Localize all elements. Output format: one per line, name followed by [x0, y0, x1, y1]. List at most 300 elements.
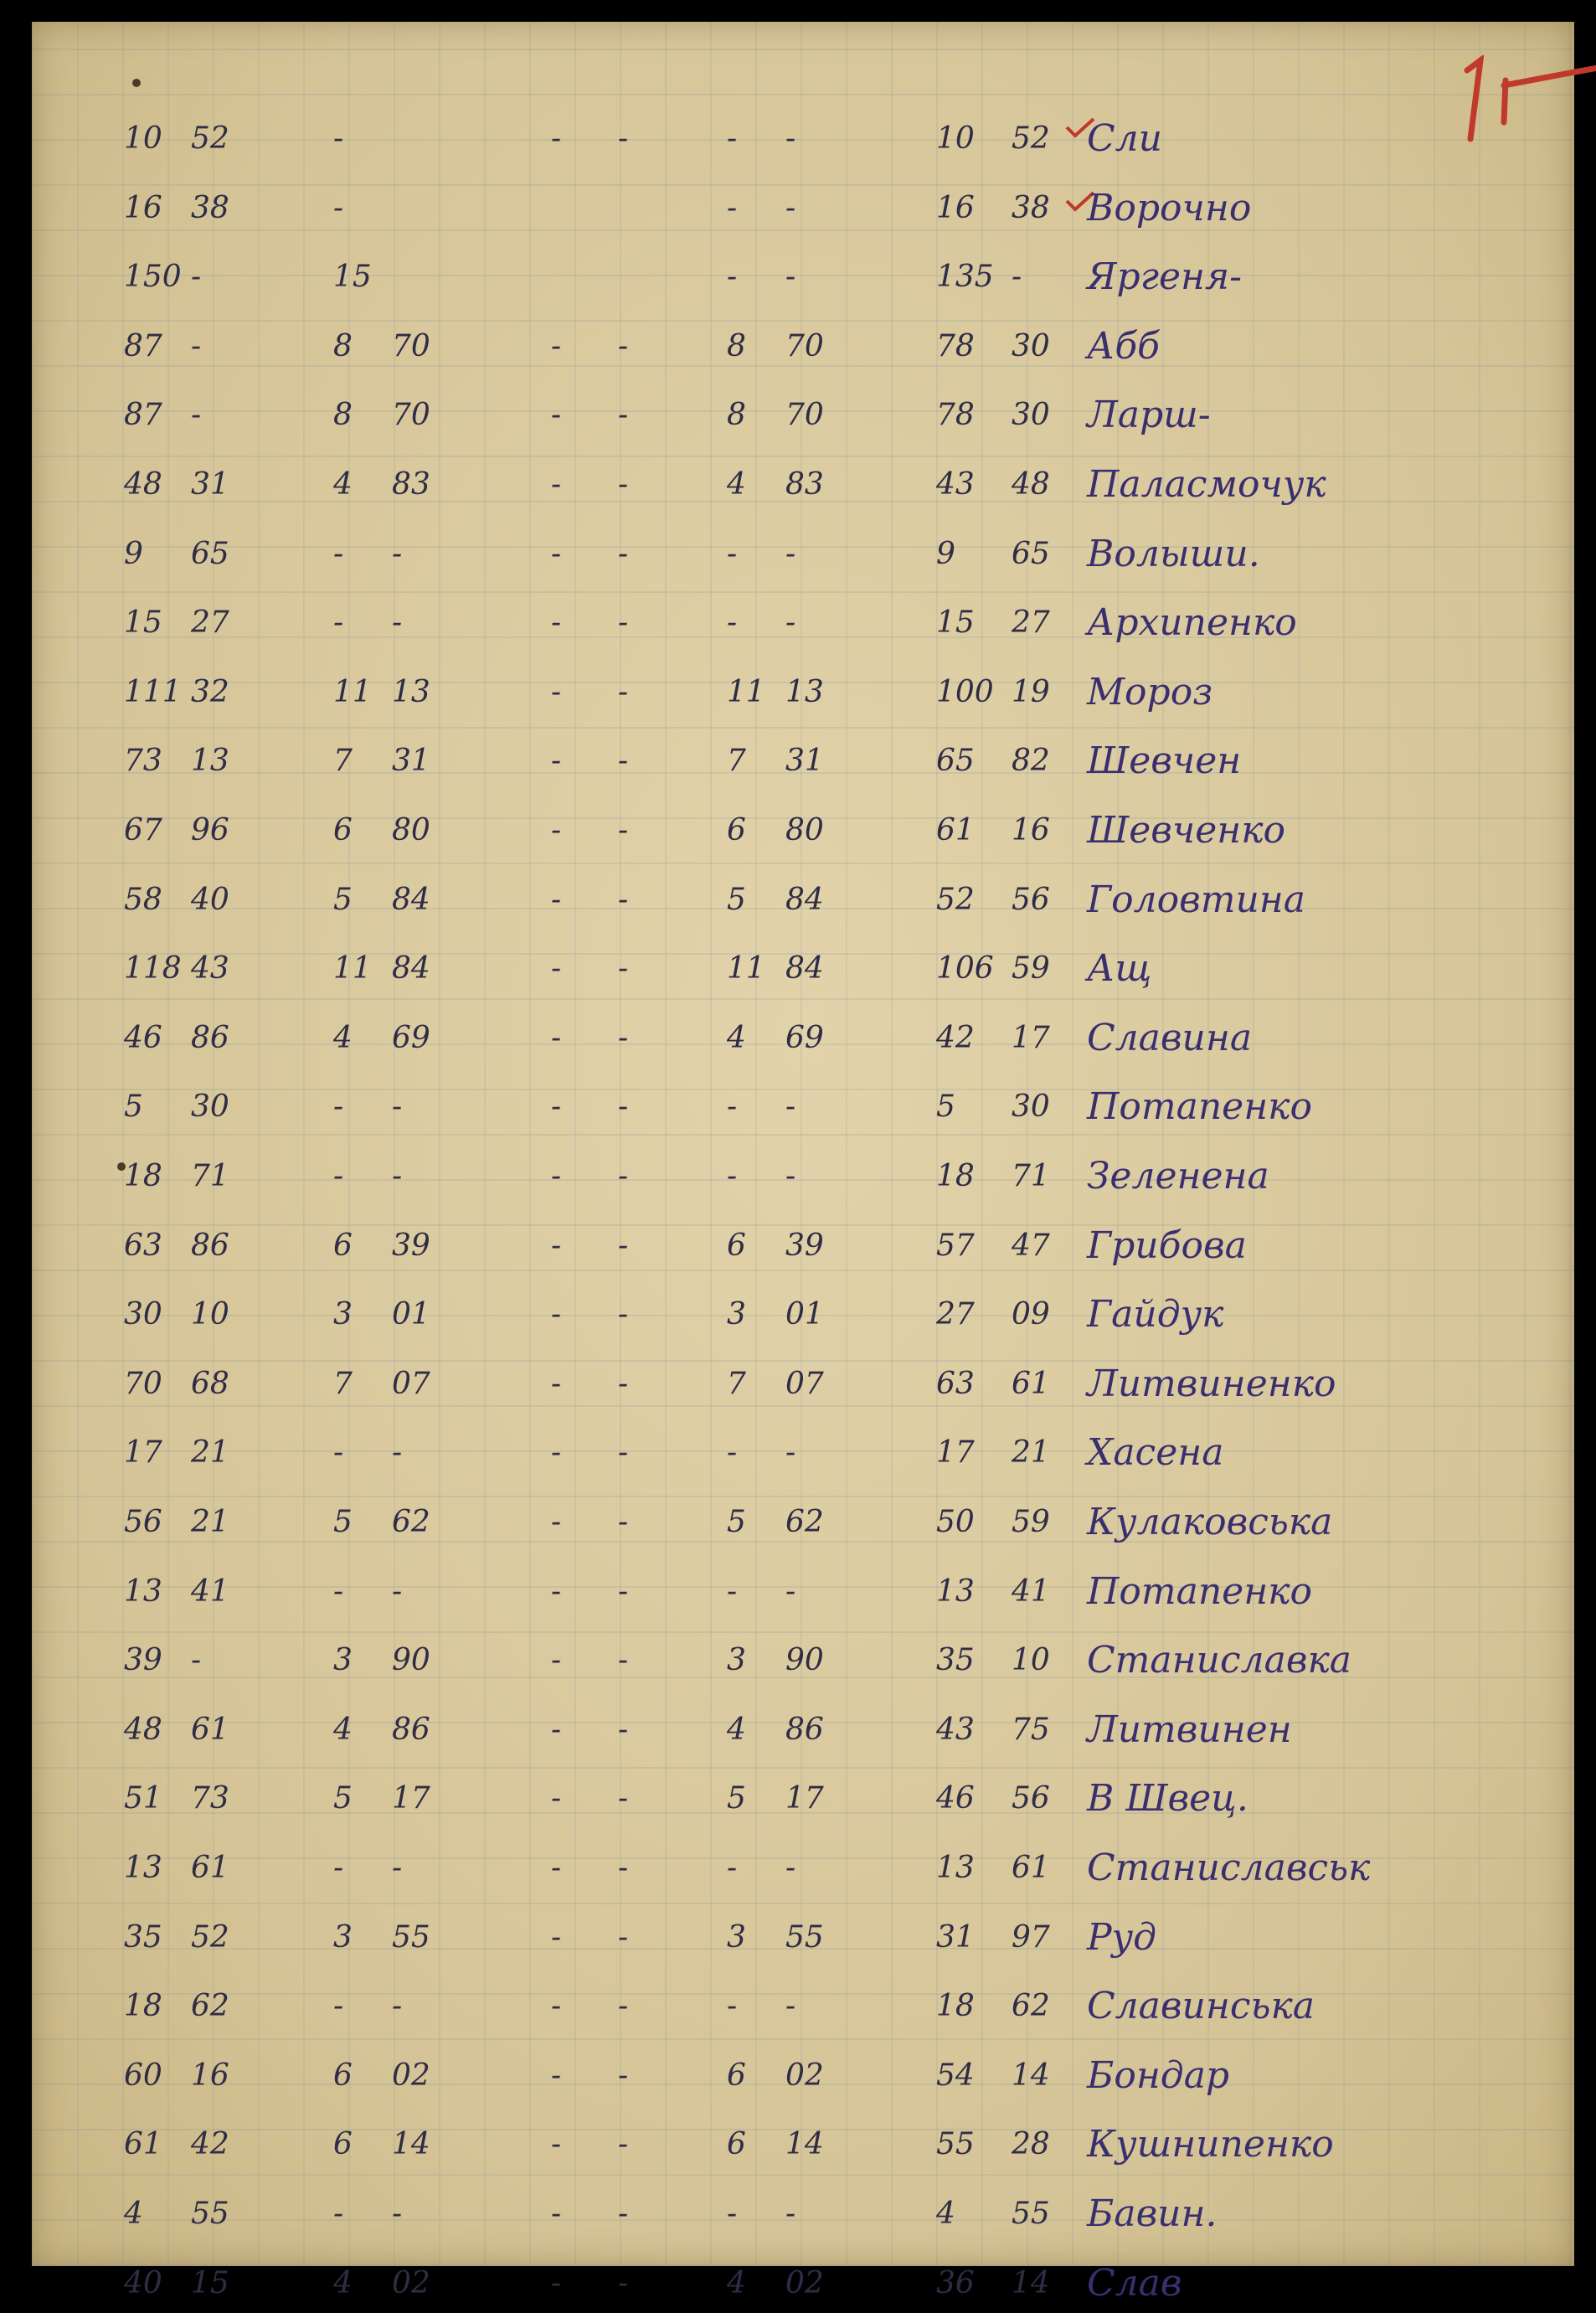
amount-cell: 83 [785, 467, 824, 502]
amount-cell: 39 [785, 1228, 824, 1263]
amount-cell: - [727, 1851, 738, 1885]
signature: Бавин. [1087, 2192, 1218, 2235]
amount-cell: 111 [124, 674, 182, 709]
amount-cell: 42 [936, 1020, 975, 1055]
amount-cell: - [551, 605, 562, 641]
amount-cell: 5 [333, 1781, 353, 1816]
ledger-row [32, 2047, 1574, 2105]
amount-cell: 14 [1012, 2265, 1050, 2300]
signature: Шевченко [1087, 809, 1286, 852]
ledger-row [32, 1701, 1574, 1759]
amount-cell: - [191, 328, 202, 363]
amount-cell: - [727, 1989, 738, 2024]
ledger-row [32, 1770, 1574, 1828]
signature: Кулаковська [1087, 1501, 1333, 1543]
amount-cell: - [618, 121, 629, 156]
amount-cell: - [618, 1297, 629, 1332]
amount-cell: 55 [392, 1919, 430, 1955]
amount-cell: 87 [124, 328, 162, 363]
amount-cell: 18 [936, 1989, 975, 2024]
amount-cell: - [618, 1781, 629, 1816]
amount-cell: - [551, 467, 562, 502]
ledger-row [32, 663, 1574, 722]
ledger-row [32, 1909, 1574, 1967]
amount-cell: 4 [333, 467, 353, 502]
amount-cell: 61 [1012, 1851, 1050, 1885]
amount-cell: - [551, 1090, 562, 1125]
amount-cell: - [551, 398, 562, 433]
amount-cell: 84 [785, 882, 824, 917]
amount-cell: 59 [1012, 951, 1050, 987]
amount-cell: 87 [124, 398, 162, 433]
ledger-row [32, 456, 1574, 514]
amount-cell: - [618, 1435, 629, 1471]
amount-cell: 70 [785, 328, 824, 363]
amount-cell: - [618, 1919, 629, 1955]
ledger-page [32, 22, 1574, 2305]
amount-cell: 118 [124, 951, 182, 987]
amount-cell: 27 [1012, 605, 1050, 641]
amount-cell: - [551, 121, 562, 156]
signature: Бондар [1087, 2053, 1230, 2097]
amount-cell: 52 [936, 882, 975, 917]
amount-cell: 7 [727, 744, 746, 779]
amount-cell: 6 [727, 1228, 746, 1263]
amount-cell: 56 [1012, 882, 1050, 917]
amount-cell: - [551, 882, 562, 917]
amount-cell: - [551, 1159, 562, 1193]
amount-cell: 7 [333, 1366, 353, 1401]
amount-cell: 15 [333, 260, 372, 295]
amount-cell: - [551, 2265, 562, 2300]
amount-cell: 30 [1012, 398, 1050, 433]
amount-cell: 13 [124, 1851, 162, 1885]
amount-cell: - [618, 1712, 629, 1747]
amount-cell: - [618, 2127, 629, 2162]
amount-cell: - [191, 260, 202, 295]
amount-cell: 40 [191, 882, 229, 917]
amount-cell: 14 [1012, 2058, 1050, 2093]
amount-cell: - [618, 1228, 629, 1263]
amount-cell: - [785, 1159, 796, 1193]
amount-cell: 86 [392, 1712, 430, 1747]
amount-cell: - [785, 190, 796, 225]
amount-cell: 54 [936, 2058, 975, 2093]
amount-cell: 90 [392, 1643, 430, 1678]
amount-cell: 86 [785, 1712, 824, 1747]
amount-cell: 62 [191, 1989, 229, 2024]
amount-cell: - [333, 1574, 344, 1609]
amount-cell: - [392, 536, 403, 571]
amount-cell: - [551, 744, 562, 779]
amount-cell: - [392, 1989, 403, 2024]
amount-cell: - [551, 2127, 562, 2162]
amount-cell: 48 [124, 1712, 162, 1747]
amount-cell: - [785, 605, 796, 641]
amount-cell: 4 [333, 1020, 353, 1055]
amount-cell: 18 [936, 1159, 975, 1193]
punch-hole [132, 79, 141, 87]
amount-cell: 43 [936, 1712, 975, 1747]
amount-cell: 13 [936, 1574, 975, 1609]
amount-cell: 73 [191, 1781, 229, 1816]
ledger-row [32, 1147, 1574, 1206]
amount-cell: - [727, 121, 738, 156]
amount-cell: - [551, 1574, 562, 1609]
amount-cell: - [785, 1574, 796, 1609]
amount-cell: - [551, 1781, 562, 1816]
amount-cell: 16 [124, 190, 162, 225]
ledger-row [32, 525, 1574, 584]
amount-cell: 42 [191, 2127, 229, 2162]
ledger-row [32, 2185, 1574, 2243]
amount-cell: 8 [333, 328, 353, 363]
amount-cell: - [333, 121, 344, 156]
amount-cell: - [618, 744, 629, 779]
amount-cell: 48 [1012, 467, 1050, 502]
amount-cell: 4 [727, 1020, 746, 1055]
amount-cell: - [785, 121, 796, 156]
amount-cell: 31 [191, 467, 229, 502]
amount-cell: - [785, 2197, 796, 2231]
amount-cell: - [392, 1851, 403, 1885]
amount-cell: - [618, 1366, 629, 1401]
amount-cell: 55 [1012, 2197, 1050, 2231]
amount-cell: 84 [392, 882, 430, 917]
amount-cell: - [551, 1435, 562, 1471]
amount-cell: 35 [936, 1643, 975, 1678]
ledger-row [32, 1424, 1574, 1482]
amount-cell: 67 [124, 813, 162, 847]
signature: Станиславка [1087, 1639, 1351, 1682]
amount-cell: 31 [936, 1919, 975, 1955]
amount-cell: 86 [191, 1020, 229, 1055]
amount-cell: - [727, 1435, 738, 1471]
amount-cell: 59 [1012, 1505, 1050, 1539]
amount-cell: 10 [124, 121, 162, 156]
amount-cell: 3 [333, 1643, 353, 1678]
ledger-row [32, 732, 1574, 791]
amount-cell: 96 [191, 813, 229, 847]
amount-cell: 5 [727, 1505, 746, 1539]
amount-cell: 5 [727, 882, 746, 917]
amount-cell: 15 [936, 605, 975, 641]
ledger-row [32, 1285, 1574, 1344]
amount-cell: - [727, 260, 738, 295]
amount-cell: 62 [1012, 1989, 1050, 2024]
amount-cell: - [618, 1505, 629, 1539]
amount-cell: 57 [936, 1228, 975, 1263]
amount-cell: 65 [191, 536, 229, 571]
ledger-row [32, 317, 1574, 376]
amount-cell: 71 [1012, 1159, 1050, 1193]
amount-cell: 69 [785, 1020, 824, 1055]
amount-cell: 7 [333, 744, 353, 779]
signature: Зеленена [1087, 1155, 1269, 1198]
amount-cell: 11 [333, 951, 372, 987]
amount-cell: - [785, 1435, 796, 1471]
amount-cell: 13 [936, 1851, 975, 1885]
amount-cell: 30 [124, 1297, 162, 1332]
amount-cell: 84 [785, 951, 824, 987]
amount-cell: 10 [1012, 1643, 1050, 1678]
amount-cell: 16 [936, 190, 975, 225]
amount-cell: - [551, 1919, 562, 1955]
amount-cell: 17 [392, 1781, 430, 1816]
amount-cell: - [618, 2058, 629, 2093]
amount-cell: 27 [936, 1297, 975, 1332]
amount-cell: 17 [785, 1781, 824, 1816]
amount-cell: 65 [1012, 536, 1050, 571]
ledger-row [32, 110, 1574, 168]
amount-cell: 01 [785, 1297, 824, 1332]
amount-cell: 14 [392, 2127, 430, 2162]
amount-cell: 82 [1012, 744, 1050, 779]
ledger-row [32, 1493, 1574, 1552]
amount-cell: 32 [191, 674, 229, 709]
amount-cell: 35 [124, 1919, 162, 1955]
amount-cell: - [551, 813, 562, 847]
amount-cell: 52 [191, 1919, 229, 1955]
signature: Ларш- [1087, 394, 1211, 437]
ledger-row [32, 594, 1574, 652]
amount-cell: - [551, 1989, 562, 2024]
amount-cell: 10 [936, 121, 975, 156]
signature: Руд [1087, 1915, 1157, 1959]
amount-cell: 6 [727, 2058, 746, 2093]
amount-cell: - [551, 536, 562, 571]
amount-cell: 6 [727, 813, 746, 847]
ledger-row [32, 940, 1574, 998]
amount-cell: 4 [333, 1712, 353, 1747]
amount-cell: - [333, 536, 344, 571]
amount-cell: 80 [785, 813, 824, 847]
amount-cell: 9 [936, 536, 955, 571]
amount-cell: - [618, 605, 629, 641]
ledger-row [32, 1977, 1574, 2036]
amount-cell: - [551, 1643, 562, 1678]
signature: Славина [1087, 1016, 1253, 1059]
amount-cell: 51 [124, 1781, 162, 1816]
signature: Головтина [1087, 878, 1306, 921]
amount-cell: - [333, 1851, 344, 1885]
amount-cell: 97 [1012, 1919, 1050, 1955]
amount-cell: 41 [191, 1574, 229, 1609]
ledger-row [32, 248, 1574, 307]
amount-cell: 3 [727, 1919, 746, 1955]
amount-cell: 4 [936, 2197, 955, 2231]
amount-cell: - [618, 2197, 629, 2231]
amount-cell: 30 [1012, 328, 1050, 363]
amount-cell: - [618, 398, 629, 433]
amount-cell: - [333, 1159, 344, 1193]
amount-cell: 13 [392, 674, 430, 709]
amount-cell: 100 [936, 674, 994, 709]
amount-cell: 69 [392, 1020, 430, 1055]
amount-cell: - [785, 536, 796, 571]
signature: Потапенко [1087, 1569, 1312, 1613]
amount-cell: - [191, 398, 202, 433]
amount-cell: - [785, 1989, 796, 2024]
amount-cell: - [392, 2197, 403, 2231]
ledger-row [32, 1217, 1574, 1275]
signature: Славинська [1087, 1985, 1315, 2028]
ledger-row [32, 2254, 1574, 2313]
amount-cell: - [618, 813, 629, 847]
amount-cell: 9 [124, 536, 143, 571]
amount-cell: 55 [785, 1919, 824, 1955]
amount-cell: 17 [936, 1435, 975, 1471]
amount-cell: 6 [333, 2058, 353, 2093]
signature: Паласмочук [1087, 463, 1326, 506]
amount-cell: 55 [191, 2197, 229, 2231]
signature: Слав [1087, 2261, 1182, 2305]
amount-cell: - [785, 1090, 796, 1125]
amount-cell: - [333, 190, 344, 225]
amount-cell: 8 [727, 328, 746, 363]
amount-cell: 30 [191, 1090, 229, 1125]
amount-cell: 3 [727, 1643, 746, 1678]
amount-cell: - [618, 1090, 629, 1125]
signature: Потапенко [1087, 1085, 1312, 1129]
amount-cell: 106 [936, 951, 994, 987]
amount-cell: 36 [936, 2265, 975, 2300]
amount-cell: - [551, 674, 562, 709]
amount-cell: 62 [785, 1505, 824, 1539]
amount-cell: 21 [191, 1435, 229, 1471]
ledger-row [32, 179, 1574, 238]
amount-cell: - [551, 2058, 562, 2093]
amount-cell: - [551, 951, 562, 987]
amount-cell: 13 [785, 674, 824, 709]
ledger-row [32, 1839, 1574, 1898]
amount-cell: - [392, 605, 403, 641]
amount-cell: - [392, 1574, 403, 1609]
amount-cell: 27 [191, 605, 229, 641]
amount-cell: 13 [191, 744, 229, 779]
amount-cell: 61 [1012, 1366, 1050, 1401]
signature: В Швец. [1087, 1777, 1248, 1821]
amount-cell: 41 [1012, 1574, 1050, 1609]
amount-cell: - [551, 1297, 562, 1332]
ledger-row [32, 871, 1574, 930]
amount-cell: 02 [392, 2265, 430, 2300]
amount-cell: - [618, 1020, 629, 1055]
ledger-row [32, 1355, 1574, 1414]
amount-cell: - [618, 536, 629, 571]
amount-cell: 21 [1012, 1435, 1050, 1471]
amount-cell: 43 [936, 467, 975, 502]
amount-cell: 78 [936, 398, 975, 433]
amount-cell: - [551, 328, 562, 363]
signature: Литвиненко [1087, 1362, 1336, 1405]
amount-cell: - [1012, 260, 1022, 295]
amount-cell: 4 [727, 467, 746, 502]
amount-cell: - [727, 190, 738, 225]
amount-cell: 86 [191, 1228, 229, 1263]
amount-cell: 39 [124, 1643, 162, 1678]
amount-cell: 63 [936, 1366, 975, 1401]
amount-cell: 02 [785, 2058, 824, 2093]
amount-cell: - [727, 1090, 738, 1125]
amount-cell: 6 [727, 2127, 746, 2162]
amount-cell: - [727, 1574, 738, 1609]
amount-cell: 58 [124, 882, 162, 917]
amount-cell: 01 [392, 1297, 430, 1332]
amount-cell: 28 [1012, 2127, 1050, 2162]
signature: Кушнипенко [1087, 2123, 1334, 2166]
amount-cell: - [618, 1643, 629, 1678]
amount-cell: 83 [392, 467, 430, 502]
amount-cell: 73 [124, 744, 162, 779]
amount-cell: 07 [785, 1366, 824, 1401]
amount-cell: 52 [1012, 121, 1050, 156]
amount-cell: 55 [936, 2127, 975, 2162]
amount-cell: 7 [727, 1366, 746, 1401]
amount-cell: 4 [727, 2265, 746, 2300]
amount-cell: 3 [333, 1919, 353, 1955]
amount-cell: 38 [1012, 190, 1050, 225]
amount-cell: 78 [936, 328, 975, 363]
amount-cell: 21 [191, 1505, 229, 1539]
amount-cell: 16 [1012, 813, 1050, 847]
amount-cell: - [727, 536, 738, 571]
amount-cell: - [392, 1159, 403, 1193]
amount-cell: 40 [124, 2265, 162, 2300]
amount-cell: 70 [785, 398, 824, 433]
signature: Сли [1087, 117, 1163, 160]
amount-cell: 18 [124, 1159, 162, 1193]
amount-cell: 80 [392, 813, 430, 847]
amount-cell: 46 [124, 1020, 162, 1055]
signature: Ащ [1087, 947, 1152, 991]
amount-cell: - [551, 1851, 562, 1885]
ledger-row [32, 1631, 1574, 1690]
amount-cell: 4 [333, 2265, 353, 2300]
amount-cell: - [727, 605, 738, 641]
ledger-row [32, 1078, 1574, 1136]
amount-cell: - [392, 1090, 403, 1125]
amount-cell: 17 [124, 1435, 162, 1471]
signature: Литвинен [1087, 1708, 1292, 1751]
amount-cell: 30 [1012, 1090, 1050, 1125]
amount-cell: 15 [191, 2265, 229, 2300]
amount-cell: 3 [727, 1297, 746, 1332]
signature: Ворочно [1087, 186, 1252, 229]
amount-cell: 84 [392, 951, 430, 987]
amount-cell: - [551, 1712, 562, 1747]
amount-cell: 15 [124, 605, 162, 641]
signature: Гайдук [1087, 1293, 1224, 1337]
amount-cell: - [618, 328, 629, 363]
amount-cell: - [551, 2197, 562, 2231]
amount-cell: 4 [727, 1712, 746, 1747]
amount-cell: 14 [785, 2127, 824, 2162]
amount-cell: 8 [333, 398, 353, 433]
amount-cell: 75 [1012, 1712, 1050, 1747]
amount-cell: 61 [191, 1712, 229, 1747]
amount-cell: 70 [392, 398, 430, 433]
amount-cell: 70 [124, 1366, 162, 1401]
amount-cell: 38 [191, 190, 229, 225]
signature: Архипенко [1087, 601, 1297, 645]
amount-cell: - [392, 1435, 403, 1471]
amount-cell: 19 [1012, 674, 1050, 709]
amount-cell: - [618, 1989, 629, 2024]
ledger-row [32, 1009, 1574, 1068]
amount-cell: 3 [333, 1297, 353, 1332]
amount-cell: - [333, 2197, 344, 2231]
